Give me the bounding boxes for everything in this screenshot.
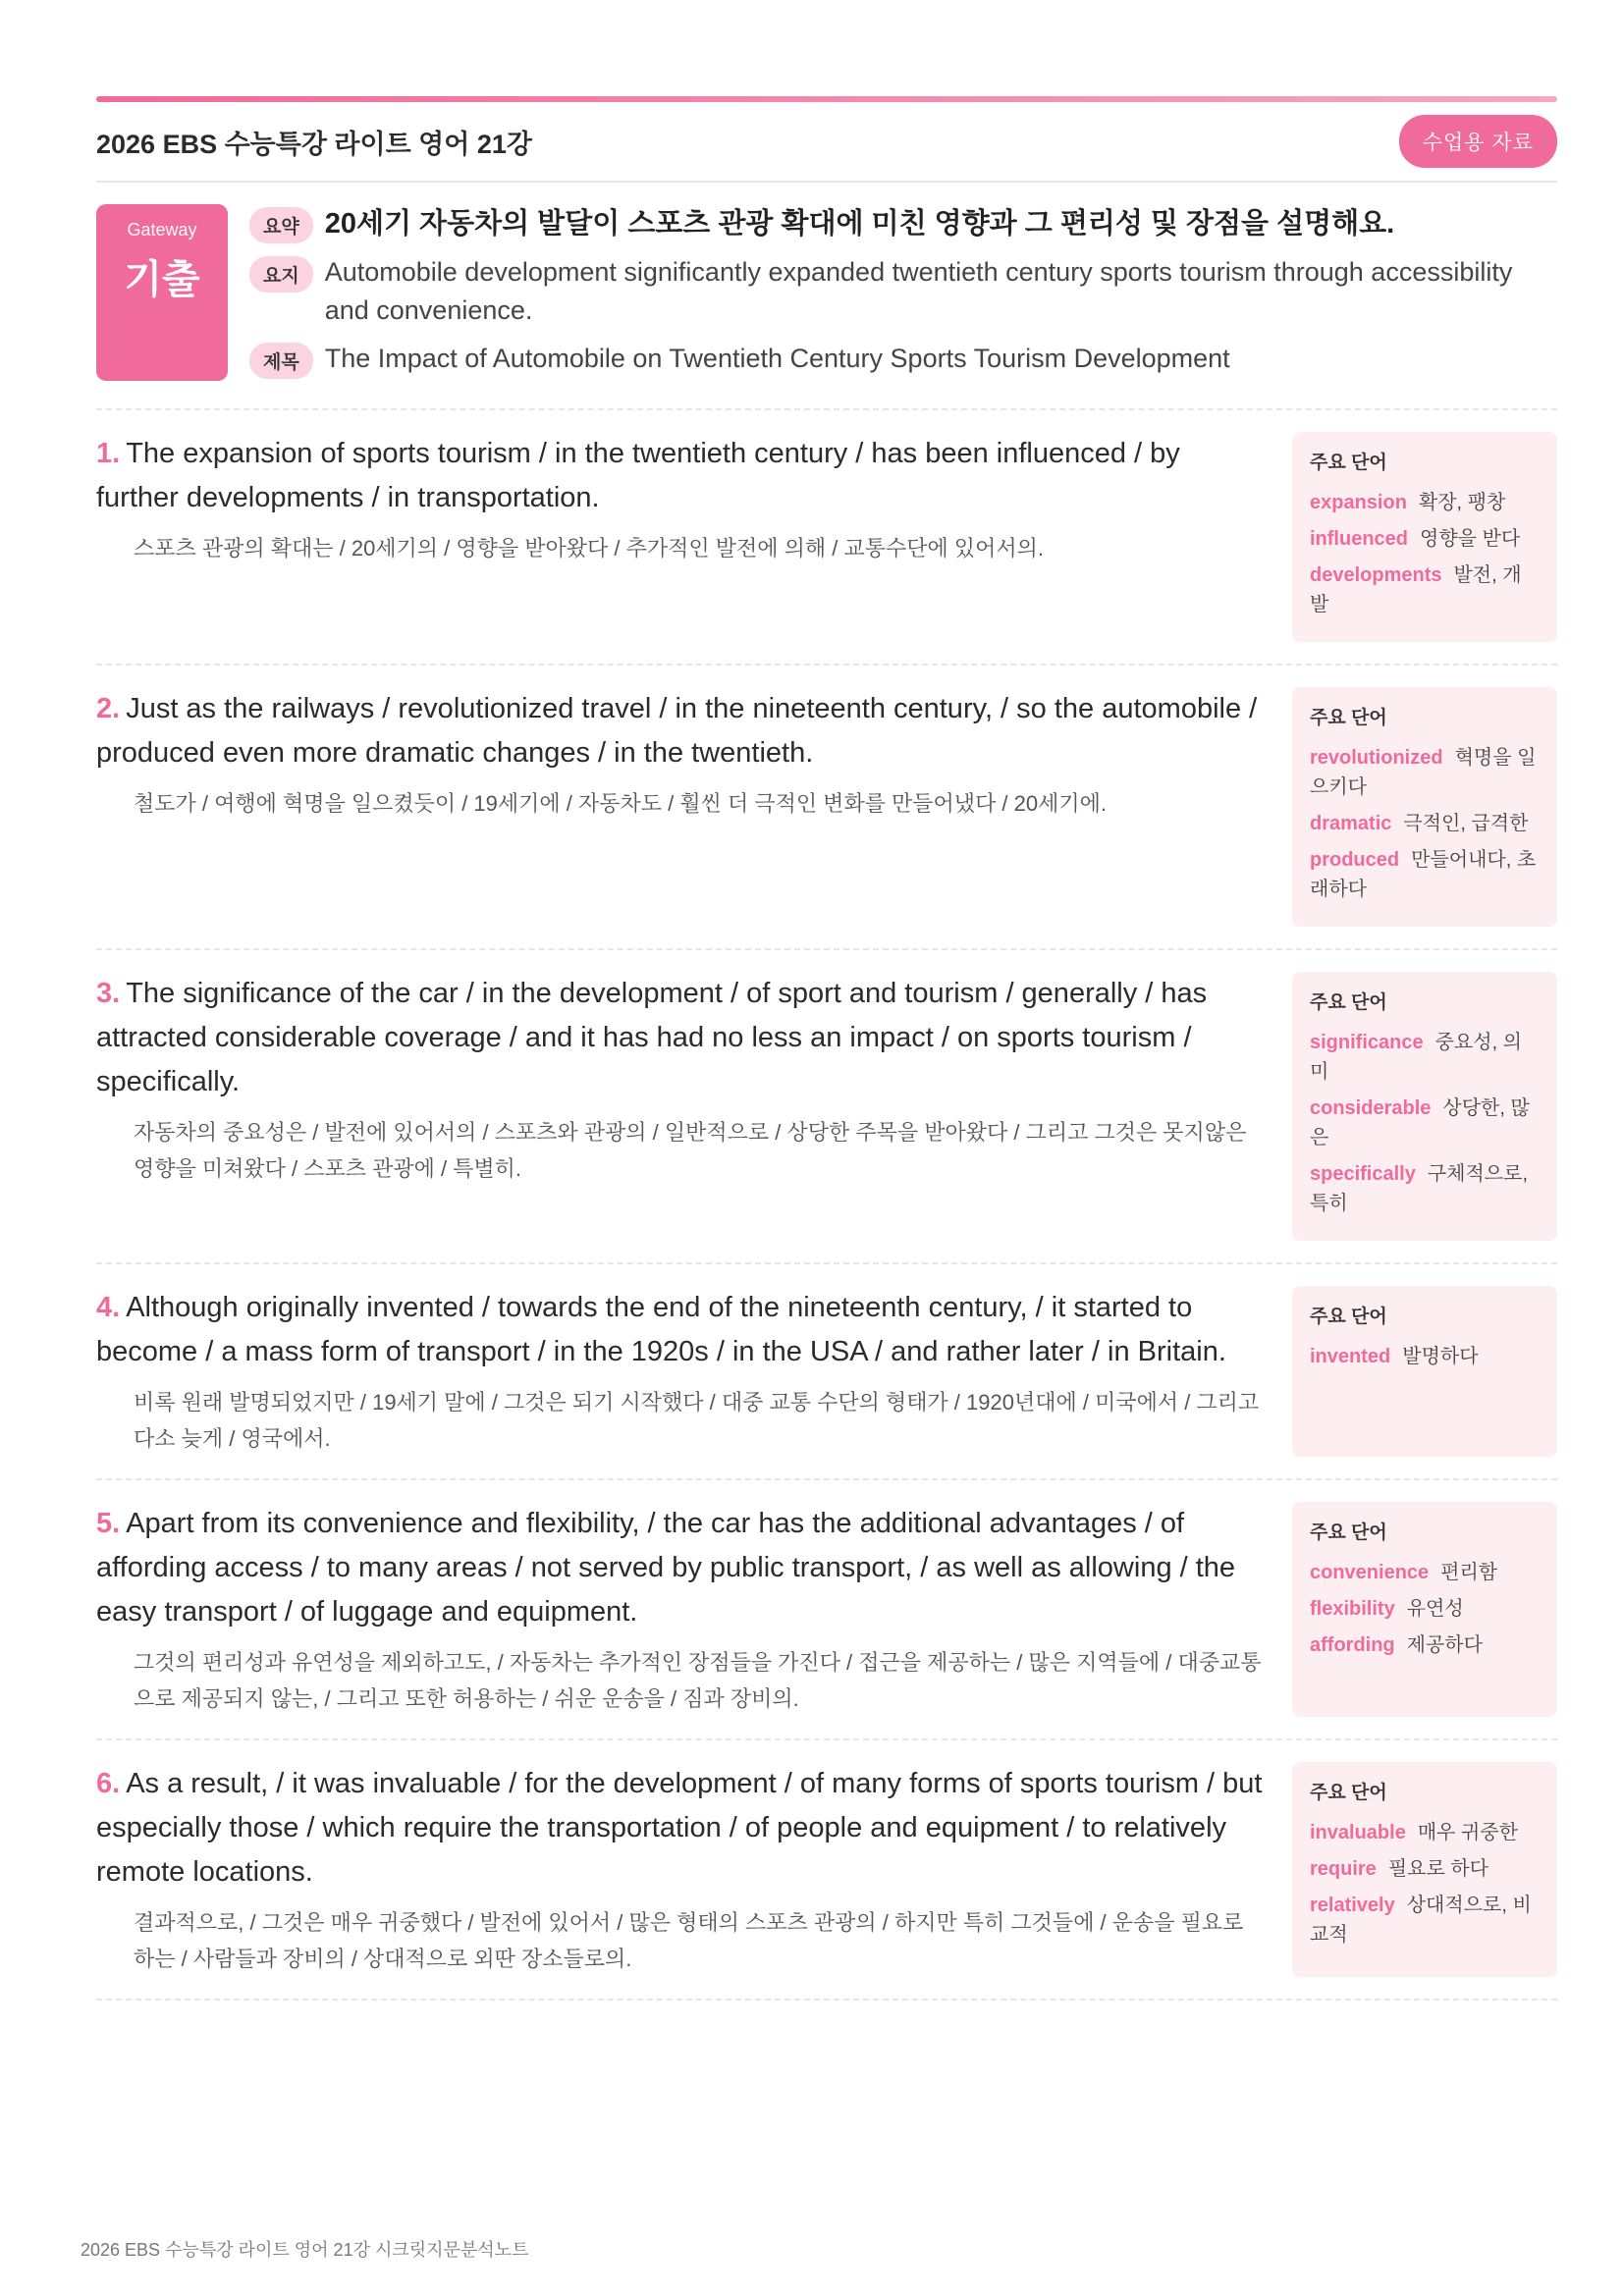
sentence-text-block [96, 687, 1265, 927]
vocab-word: convenience [1310, 1562, 1430, 1583]
vocab-item [1310, 1159, 1540, 1218]
sentence-text-block [96, 1502, 1265, 1717]
sentence-section [96, 1740, 1557, 2001]
vocab-word: invented [1310, 1346, 1391, 1367]
sentence-text-block [96, 972, 1265, 1241]
vocab-box [1292, 1762, 1557, 1977]
title-tag: 제목 [249, 343, 313, 379]
vocab-meaning: 만들어내다, 초래하다 [1310, 849, 1537, 900]
vocab-title: 주요 단어 [1310, 1522, 1387, 1543]
vocab-meaning: 제공하다 [1406, 1634, 1483, 1656]
vocab-meaning: 필요로 하다 [1387, 1858, 1488, 1880]
vocab-meaning: 상대적으로, 비교적 [1310, 1895, 1532, 1946]
english-sentence [96, 972, 1265, 1104]
vocab-item [1310, 743, 1540, 802]
vocab-meaning: 영향을 받다 [1420, 528, 1521, 550]
english-sentence [96, 687, 1265, 775]
vocab-title: 주요 단어 [1310, 1307, 1387, 1327]
vocab-word: significance [1310, 1032, 1424, 1053]
english-sentence-text: Although originally invented / towards the end of the nineteenth century, / it started to become / a mass form of transport / in the 1920s / in the USA / and rather later / in Britain. [96, 1292, 1226, 1367]
class-material-badge: 수업용 자료 [1399, 115, 1557, 168]
sentence-section [96, 1264, 1557, 1480]
vocab-word: produced [1310, 849, 1400, 871]
vocab-word: affording [1310, 1634, 1395, 1656]
sentence-text-block [96, 432, 1265, 642]
vocab-item [1310, 1630, 1540, 1660]
vocab-meaning: 매우 귀중한 [1417, 1822, 1518, 1843]
vocab-title: 주요 단어 [1310, 708, 1387, 728]
vocab-item [1310, 1594, 1540, 1624]
sentence-section [96, 1480, 1557, 1740]
vocab-word: expansion [1310, 492, 1407, 513]
vocab-box [1292, 687, 1557, 927]
yoji-tag: 요지 [249, 256, 313, 293]
sentence-number: 5. [96, 1508, 121, 1539]
vocab-word: invaluable [1310, 1822, 1406, 1843]
sentence-number: 1. [96, 438, 121, 469]
english-sentence-text: Apart from its convenience and flexibility, / the car has the additional advantages / of affording access / to many areas / not served by public transport, / as well as allowing / the easy transport / of luggage and equipment. [96, 1508, 1236, 1628]
vocab-item [1310, 1854, 1540, 1884]
vocab-meaning: 편리함 [1440, 1562, 1498, 1583]
gateway-label: Gateway [127, 220, 197, 240]
vocab-meaning: 유연성 [1406, 1598, 1464, 1620]
vocab-meaning: 상당한, 많은 [1310, 1097, 1530, 1148]
summary-block [96, 183, 1557, 410]
vocab-item [1310, 1818, 1540, 1847]
vocab-word: dramatic [1310, 813, 1392, 834]
korean-translation: 그것의 편리성과 유연성을 제외하고도, / 자동차는 추가적인 장점들을 가진다 / 접근을 제공하는 / 많은 지역들에 / 대중교통으로 제공되지 않는, / 그리고 또한 허용하는 / 쉬운 운송을 / 짐과 장비의. [134, 1650, 1262, 1711]
korean-translation: 자동차의 중요성은 / 발전에 있어서의 / 스포츠와 관광의 / 일반적으로 / 상당한 주목을 받아왔다 / 그리고 그것은 못지않은 영향을 미쳐왔다 / 스포츠 관광에 / 특별히. [134, 1120, 1247, 1181]
sentence-number: 4. [96, 1292, 121, 1323]
korean-translation: 결과적으로, / 그것은 매우 귀중했다 / 발전에 있어서 / 많은 형태의 스포츠 관광의 / 하지만 특히 그것들에 / 운송을 필요로 하는 / 사람들과 장비의 / 상대적으로 외딴 장소들로의. [134, 1910, 1244, 1971]
english-sentence [96, 432, 1265, 520]
vocab-word: influenced [1310, 528, 1409, 550]
yoyak-text: 20세기 자동차의 발달이 스포츠 관광 확대에 미친 영향과 그 편리성 및 장점을 설명해요. [324, 208, 1395, 240]
gateway-box [96, 204, 228, 381]
sentence-section [96, 950, 1557, 1264]
vocab-item [1310, 1342, 1540, 1371]
sentence-text-block [96, 1286, 1265, 1457]
sentence-section [96, 666, 1557, 950]
vocab-box [1292, 972, 1557, 1241]
english-sentence-text: As a result, / it was invaluable / for the development / of many forms of sports tourism / but especially those / which require the transportation / of people and equipment / to relatively remote locations. [96, 1768, 1263, 1888]
english-sentence-text: Just as the railways / revolutionized travel / in the nineteenth century, / so the automobile / produced even more dramatic changes / in the twentieth. [96, 693, 1258, 769]
vocab-meaning: 구체적으로, 특히 [1310, 1163, 1529, 1214]
english-sentence [96, 1502, 1265, 1634]
korean-translation: 스포츠 관광의 확대는 / 20세기의 / 영향을 받아왔다 / 추가적인 발전에 의해 / 교통수단에 있어서의. [134, 536, 1044, 561]
vocab-item [1310, 809, 1540, 838]
vocab-word: revolutionized [1310, 747, 1443, 769]
english-sentence [96, 1286, 1265, 1374]
summary-row-title [249, 340, 1557, 379]
yoji-text: Automobile development significantly expanded twentieth century sports tourism through accessibility and convenience. [324, 257, 1513, 325]
vocab-meaning: 발명하다 [1402, 1346, 1479, 1367]
vocab-item [1310, 1028, 1540, 1087]
yoyak-tag: 요약 [249, 207, 313, 243]
summary-row-yoyak [249, 204, 1557, 243]
korean-translation: 철도가 / 여행에 혁명을 일으켰듯이 / 19세기에 / 자동차도 / 훨씬 더 극적인 변화를 만들어냈다 / 20세기에. [134, 791, 1107, 816]
english-sentence [96, 1762, 1265, 1895]
vocab-box [1292, 1502, 1557, 1717]
vocab-box [1292, 1286, 1557, 1457]
page [96, 96, 1557, 2001]
page-title: 2026 EBS 수능특강 라이트 영어 21강 [96, 129, 532, 159]
vocab-item [1310, 845, 1540, 904]
footer: 2026 EBS 수능특강 라이트 영어 21강 시크릿지문분석노트 [81, 2240, 529, 2260]
vocab-title: 주요 단어 [1310, 1783, 1387, 1803]
vocab-word: flexibility [1310, 1598, 1395, 1620]
summary-rows [249, 204, 1557, 389]
vocab-item [1310, 488, 1540, 517]
vocab-word: specifically [1310, 1163, 1416, 1185]
sentence-number: 6. [96, 1768, 121, 1799]
vocab-word: relatively [1310, 1895, 1395, 1916]
sentence-section [96, 410, 1557, 666]
vocab-meaning: 발전, 개발 [1310, 564, 1522, 615]
vocab-word: considerable [1310, 1097, 1432, 1119]
korean-translation: 비록 원래 발명되었지만 / 19세기 말에 / 그것은 되기 시작했다 / 대중 교통 수단의 형태가 / 1920년대에 / 미국에서 / 그리고 다소 늦게 / 영국에서. [134, 1390, 1260, 1451]
vocab-word: require [1310, 1858, 1377, 1880]
summary-row-yoji [249, 253, 1557, 330]
vocab-item [1310, 561, 1540, 619]
vocab-meaning: 중요성, 의미 [1310, 1032, 1523, 1083]
english-sentence-text: The expansion of sports tourism / in the twentieth century / has been influenced / by further developments / in transportation. [96, 438, 1180, 513]
vocab-meaning: 확장, 팽창 [1418, 492, 1506, 513]
header [96, 102, 1557, 183]
sentence-text-block [96, 1762, 1265, 1977]
vocab-item [1310, 1558, 1540, 1587]
sentence-number: 3. [96, 978, 121, 1009]
vocab-title: 주요 단어 [1310, 992, 1387, 1013]
title-text: The Impact of Automobile on Twentieth Century Sports Tourism Development [324, 344, 1230, 373]
english-sentence-text: The significance of the car / in the development / of sport and tourism / generally / has attracted considerable coverage / and it has had no less an impact / on sports tourism / specifically. [96, 978, 1208, 1097]
vocab-box [1292, 432, 1557, 642]
vocab-item [1310, 1094, 1540, 1152]
sentence-number: 2. [96, 693, 121, 724]
gichul-label: 기출 [124, 258, 200, 301]
vocab-meaning: 극적인, 급격한 [1403, 813, 1529, 834]
vocab-item [1310, 524, 1540, 554]
sentence-sections [96, 410, 1557, 2001]
vocab-title: 주요 단어 [1310, 453, 1387, 473]
vocab-meaning: 혁명을 일으키다 [1310, 747, 1537, 798]
vocab-item [1310, 1891, 1540, 1949]
vocab-word: developments [1310, 564, 1442, 586]
